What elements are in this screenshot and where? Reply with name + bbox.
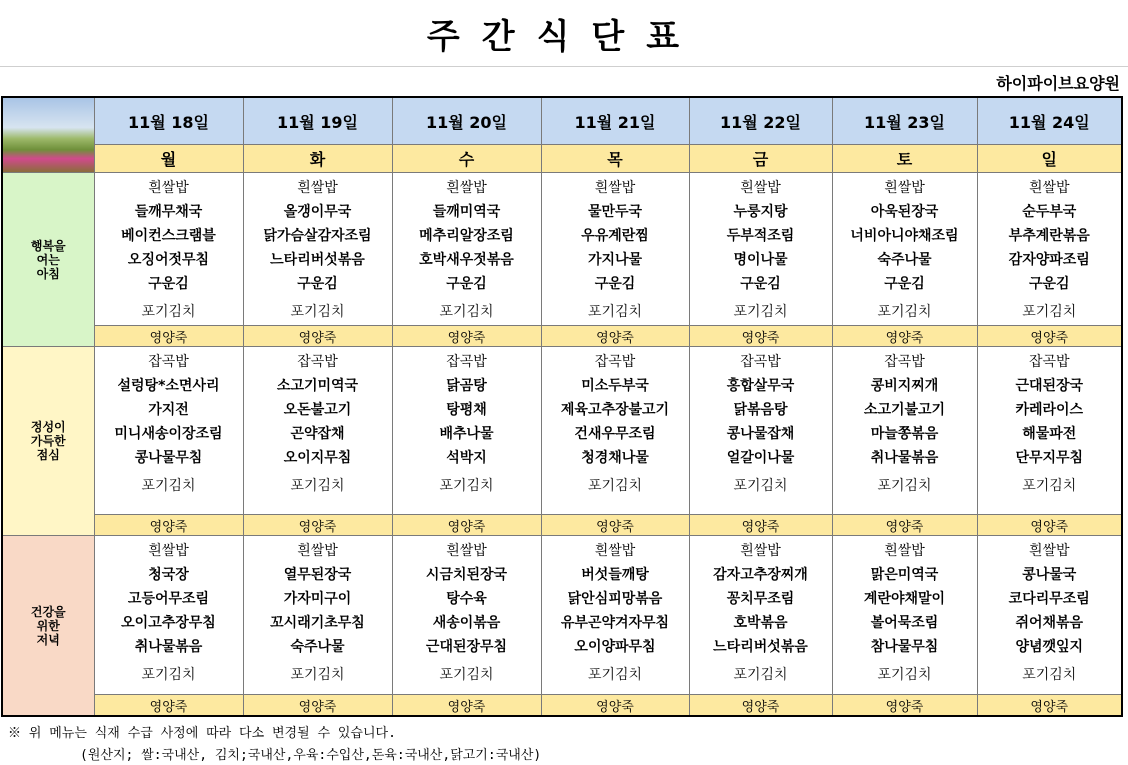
dish-item: 소고기미역국 [276,378,359,394]
dish-item: 양념깻잎지 [1015,639,1084,655]
kimchi-item: 포기김치 [1022,304,1077,320]
dinner-label [2,536,94,717]
kimchi-item: 포기김치 [733,478,788,494]
kimchi-item: 포기김치 [141,304,196,320]
weekday-header: 월 [94,145,243,173]
dish-item: 감자양파조림 [1008,252,1090,268]
kimchi-item: 포기김치 [439,667,494,683]
rice-item: 흰쌀밥 [1028,180,1070,196]
dish-item: 취나물볶음 [870,450,939,466]
dish-item: 메추리알장조림 [419,228,514,244]
dish-item: 미니새송이장조림 [114,426,223,442]
menu-cell [832,536,977,695]
rice-item: 흰쌀밥 [148,180,189,196]
date-header: 11월 23일 [832,97,977,145]
kimchi-item: 포기김치 [877,478,932,494]
dish-item: 꼬시래기초무침 [270,615,365,631]
dish-item: 콩나물국 [1022,567,1077,583]
dish-item: 아욱된장국 [870,204,939,220]
dish-item: 들깨무채국 [134,204,203,220]
porridge-item: 영양죽 [392,695,541,717]
dish-item: 맑은미역국 [870,567,939,583]
dish-item: 닭가슴살감자조림 [263,228,372,244]
dish-item: 가지나물 [587,252,643,268]
dish-item: 계란야채말이 [863,591,946,607]
menu-cell [689,536,832,695]
rice-item: 흰쌀밥 [148,543,189,559]
porridge-item: 영양죽 [94,515,243,536]
date-header: 11월 19일 [243,97,392,145]
dish-item: 가지전 [148,402,189,418]
dish-item: 탕평채 [446,402,487,418]
rice-item: 흰쌀밥 [740,543,781,559]
dish-item: 석박지 [446,450,487,466]
rice-item: 흰쌀밥 [1028,543,1070,559]
rice-item: 잡곡밥 [446,354,487,370]
dish-item: 베이컨스크램블 [121,228,216,244]
dish-item: 새송이볶음 [432,615,501,631]
porridge-item: 영양죽 [541,326,689,347]
dish-item: 닭곰탕 [446,378,487,394]
kimchi-item: 포기김치 [1022,478,1077,494]
dish-item: 탕수육 [446,591,487,607]
dish-item: 곤약잡채 [290,426,345,442]
dish-item: 쥐어채볶음 [1015,615,1084,631]
date-header: 11월 18일 [94,97,243,145]
rice-item: 흰쌀밥 [884,180,925,196]
lunch-label [2,347,94,536]
dish-item: 열무된장국 [283,567,352,583]
weekday-row [2,145,1122,173]
porridge-item: 영양죽 [243,695,392,717]
dish-item: 마늘쫑볶음 [870,426,939,442]
dish-item: 느타리버섯볶음 [270,252,365,268]
dish-item: 오돈불고기 [283,402,352,418]
menu-cell [243,536,392,695]
dish-item: 호박새우젓볶음 [419,252,514,268]
dish-item: 해물파전 [1022,426,1077,442]
weekday-header: 목 [541,145,689,173]
porridge-item: 영양죽 [243,326,392,347]
dish-item: 꽁치무조림 [726,591,795,607]
dish-item: 닭안심피망볶음 [567,591,663,607]
menu-cell [977,347,1122,515]
rice-item: 흰쌀밥 [297,180,338,196]
dish-item: 건새우무조림 [574,426,656,442]
porridge-item: 영양죽 [392,326,541,347]
kimchi-item: 포기김치 [733,304,788,320]
dish-item: 코다리무조림 [1008,591,1090,607]
dish-item: 들깨미역국 [432,204,501,220]
menu-cell [689,173,832,326]
dish-item: 감자고추장찌개 [713,567,808,583]
dish-item: 누룽지탕 [733,204,788,220]
dish-item: 너비아니야채조림 [850,228,959,244]
porridge-item: 영양죽 [392,515,541,536]
dish-item: 볼어묵조림 [870,615,939,631]
date-row [2,97,1122,145]
dish-item: 구운김 [740,276,781,292]
meal-label-text: 행복을 여는 아침 [30,238,66,281]
dish-item: 순두부국 [1022,204,1077,220]
origin-notice: (원산지; 쌀:국내산, 김치;국내산,우육:수입산,돈육:국내산,닭고기:국내산) [80,748,542,763]
porridge-item: 영양죽 [689,695,832,717]
dish-item: 느타리버섯볶음 [713,639,808,655]
dish-item: 두부적조림 [726,228,795,244]
dish-item: 숙주나물 [290,639,345,655]
breakfast-label [2,173,94,347]
menu-cell [243,347,392,515]
dish-item: 단무지무침 [1015,450,1084,466]
dish-item: 구운김 [594,276,636,292]
menu-cell [832,347,977,515]
dish-item: 미소두부국 [581,378,649,394]
rice-item: 흰쌀밥 [740,180,781,196]
rice-item: 잡곡밥 [740,354,781,370]
dish-item: 청경채나물 [581,450,649,466]
dish-item: 우유계란찜 [581,228,649,244]
page-title: 주간식단표 [0,0,1128,67]
date-header: 11월 22일 [689,97,832,145]
dish-item: 근대된장무침 [425,639,508,655]
lunch-row [2,347,1122,515]
menu-cell [541,173,689,326]
dish-item: 물만두국 [587,204,643,220]
weekday-header: 일 [977,145,1122,173]
porridge-item: 영양죽 [94,326,243,347]
rice-item: 흰쌀밥 [884,543,925,559]
menu-cell [392,536,541,695]
lunch-porridge-row [2,515,1122,536]
rice-item: 잡곡밥 [884,354,925,370]
menu-cell [243,173,392,326]
menu-change-notice: ※ 위 메뉴는 식재 수급 사정에 따라 다소 변경될 수 있습니다. [8,726,396,741]
porridge-item: 영양죽 [977,326,1122,347]
dish-item: 오이양파무침 [574,639,656,655]
porridge-item: 영양죽 [832,695,977,717]
dish-item: 숙주나물 [877,252,932,268]
weekly-menu-table [1,96,1123,717]
dish-item: 제육고추장불고기 [560,402,670,418]
kimchi-item: 포기김치 [1022,667,1077,683]
kimchi-item: 포기김치 [439,304,494,320]
date-header: 11월 21일 [541,97,689,145]
dish-item: 버섯들깨탕 [581,567,649,583]
dish-item: 콩나물무침 [134,450,203,466]
dish-item: 참나물무침 [870,639,939,655]
dish-item: 배추나물 [439,426,494,442]
dish-item: 청국장 [148,567,189,583]
rice-item: 잡곡밥 [148,354,189,370]
kimchi-item: 포기김치 [439,478,494,494]
flower-field-photo [2,97,94,173]
menu-cell [832,173,977,326]
menu-cell [977,536,1122,695]
dish-item: 올갱이무국 [283,204,352,220]
menu-cell [94,347,243,515]
dish-item: 콩비지찌개 [870,378,939,394]
kimchi-item: 포기김치 [290,304,345,320]
rice-item: 흰쌀밥 [594,543,636,559]
dish-item: 소고기불고기 [863,402,946,418]
dish-item: 오이지무침 [283,450,352,466]
kimchi-item: 포기김치 [141,478,196,494]
meal-label-text: 정성이 가득한 점심 [30,420,66,462]
weekday-header: 금 [689,145,832,173]
dish-item: 홍합살무국 [726,378,795,394]
dish-item: 구운김 [148,276,189,292]
dish-item: 부추계란볶음 [1008,228,1090,244]
dish-item: 고등어무조림 [127,591,210,607]
dish-item: 명이나물 [733,252,788,268]
dish-item: 취나물볶음 [134,639,203,655]
kimchi-item: 포기김치 [290,667,345,683]
dinner-row [2,536,1122,695]
porridge-item: 영양죽 [243,515,392,536]
rice-item: 잡곡밥 [594,354,636,370]
dinner-porridge-row [2,695,1122,717]
dish-item: 얼갈이나물 [726,450,795,466]
dish-item: 구운김 [446,276,487,292]
menu-cell [392,173,541,326]
facility-name: 하이파이브요양원 [996,73,1120,93]
dish-item: 구운김 [884,276,925,292]
kimchi-item: 포기김치 [877,667,932,683]
kimchi-item: 포기김치 [587,304,643,320]
dish-item: 구운김 [1028,276,1070,292]
porridge-item: 영양죽 [689,515,832,536]
rice-item: 흰쌀밥 [297,543,338,559]
menu-cell [541,347,689,515]
dish-item: 시금치된장국 [425,567,508,583]
menu-cell [392,347,541,515]
menu-cell [94,536,243,695]
porridge-item: 영양죽 [541,695,689,717]
porridge-item: 영양죽 [832,326,977,347]
kimchi-item: 포기김치 [290,478,345,494]
kimchi-item: 포기김치 [141,667,196,683]
dish-item: 구운김 [297,276,338,292]
porridge-item: 영양죽 [94,695,243,717]
rice-item: 흰쌀밥 [594,180,636,196]
kimchi-item: 포기김치 [877,304,932,320]
dish-item: 호박볶음 [733,615,788,631]
dish-item: 닭볶음탕 [733,402,788,418]
dish-item: 설렁탕*소면사리 [117,378,220,394]
breakfast-row [2,173,1122,326]
rice-item: 잡곡밥 [297,354,338,370]
porridge-item: 영양죽 [832,515,977,536]
rice-item: 흰쌀밥 [446,543,487,559]
rice-item: 잡곡밥 [1028,354,1070,370]
kimchi-item: 포기김치 [733,667,788,683]
menu-cell [94,173,243,326]
dish-item: 카레라이스 [1015,402,1084,418]
porridge-item: 영양죽 [977,515,1122,536]
date-header: 11월 20일 [392,97,541,145]
dish-item: 유부곤약겨자무침 [560,615,670,631]
dish-item: 가자미구이 [283,591,352,607]
date-header: 11월 24일 [977,97,1122,145]
dish-item: 오징어젓무침 [127,252,210,268]
menu-cell [541,536,689,695]
kimchi-item: 포기김치 [587,478,643,494]
weekday-header: 화 [243,145,392,173]
menu-cell [977,173,1122,326]
porridge-item: 영양죽 [689,326,832,347]
weekday-header: 토 [832,145,977,173]
rice-item: 흰쌀밥 [446,180,487,196]
weekday-header: 수 [392,145,541,173]
breakfast-porridge-row [2,326,1122,347]
dish-item: 오이고추장무침 [121,615,216,631]
meal-label-text: 건강을 위한 저녁 [30,604,66,647]
dish-item: 근대된장국 [1015,378,1084,394]
kimchi-item: 포기김치 [587,667,643,683]
porridge-item: 영양죽 [977,695,1122,717]
dish-item: 콩나물잡채 [726,426,795,442]
porridge-item: 영양죽 [541,515,689,536]
menu-cell [689,347,832,515]
